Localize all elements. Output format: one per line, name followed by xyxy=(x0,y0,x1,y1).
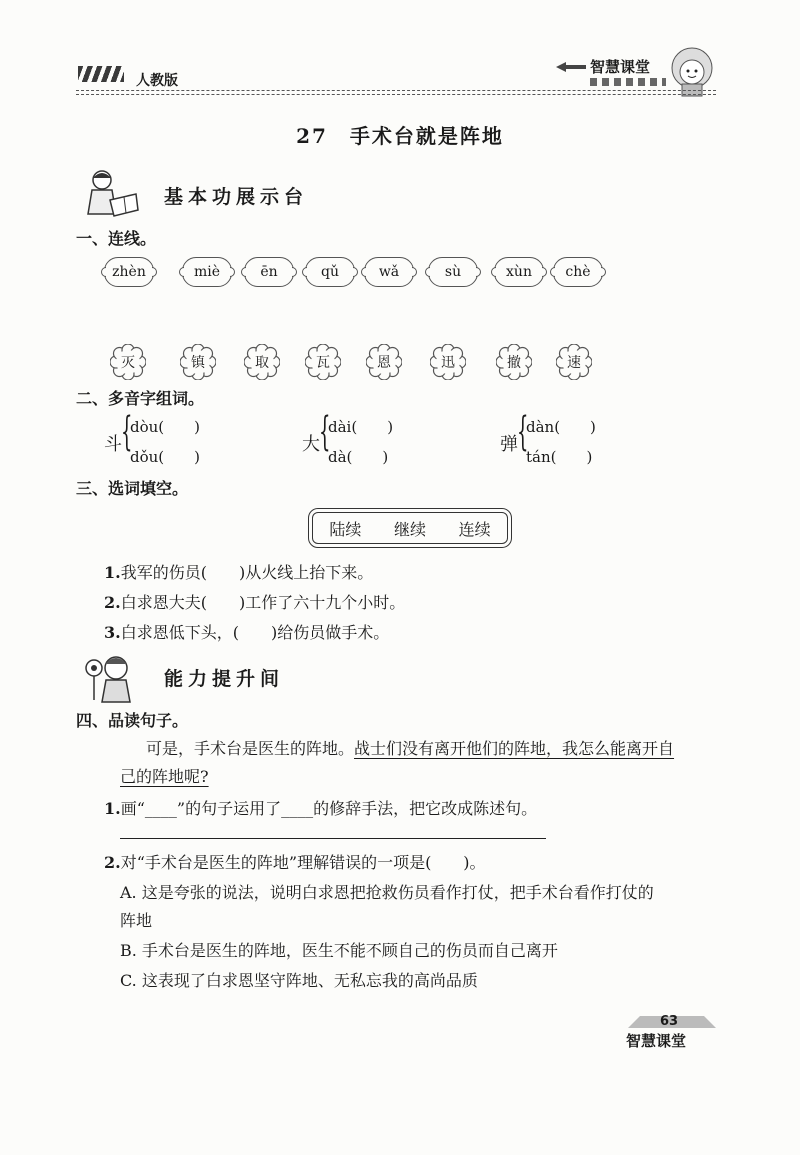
item-text: 白求恩低下头，( )给伤员做手术。 xyxy=(120,623,390,642)
polyphone-reading[interactable]: dà( ) xyxy=(328,448,389,466)
option-a-line2: 阵地 xyxy=(120,911,153,930)
item-text: 画“____”的句子运用了____的修辞手法，把它改成陈述句。 xyxy=(120,799,538,818)
pinyin-option[interactable]: wǎ xyxy=(364,257,414,287)
char-option[interactable] xyxy=(180,344,216,380)
edition-label: 人教版 xyxy=(136,73,178,89)
char-label: 瓦 xyxy=(316,355,330,371)
brace: { xyxy=(319,409,331,455)
char-label: 取 xyxy=(255,355,269,371)
char-label: 灭 xyxy=(121,355,135,371)
q2-heading: 二、多音字组词。 xyxy=(76,389,205,408)
pinyin-option[interactable]: ēn xyxy=(244,257,294,287)
word-option: 继续 xyxy=(393,519,426,539)
q4-item-1 xyxy=(104,796,537,819)
pinyin-option[interactable]: chè xyxy=(553,257,603,287)
student-reading-icon xyxy=(80,166,144,226)
option-c: C. 这表现了白求恩坚守阵地、无私忘我的高尚品质 xyxy=(120,971,478,990)
lesson-title: 27 手术台就是阵地 xyxy=(296,124,504,148)
footer-brand: 智慧课堂 xyxy=(626,1032,687,1050)
polyphone-char: 大 xyxy=(302,434,320,455)
item-number: 2. xyxy=(104,853,121,872)
item-text: 我军的伤员( )从火线上抬下来。 xyxy=(120,563,374,582)
q3-item-3 xyxy=(104,620,389,643)
char-option[interactable] xyxy=(366,344,402,380)
option-a-line1: A. 这是夸张的说法，说明白求恩把抢救伤员看作打仗，把手术台看作打仗的 xyxy=(120,883,654,902)
page-number: 63 xyxy=(660,1014,679,1029)
section-basic-title: 基本功展示台 xyxy=(164,186,309,208)
header-stripes xyxy=(78,66,124,82)
header-squares xyxy=(590,78,666,86)
item-number: 2. xyxy=(104,593,121,612)
char-label: 速 xyxy=(567,355,581,371)
char-label: 镇 xyxy=(191,355,205,371)
q3-item-2 xyxy=(104,590,405,613)
char-option[interactable] xyxy=(430,344,466,380)
header-divider xyxy=(76,90,716,91)
item-text: 对“手术台是医生的阵地”理解错误的一项是( )。 xyxy=(120,853,486,872)
polyphone-reading[interactable]: dòu( ) xyxy=(130,418,200,436)
brace: { xyxy=(121,409,133,455)
char-label: 撤 xyxy=(507,355,521,371)
header-brand: 智慧课堂 xyxy=(590,58,651,76)
item-number: 1. xyxy=(104,563,121,582)
word-bank xyxy=(312,512,508,544)
header-divider-2 xyxy=(76,94,716,95)
char-option[interactable] xyxy=(244,344,280,380)
pinyin-option[interactable]: xùn xyxy=(494,257,544,287)
section-ability-title: 能力提升间 xyxy=(164,668,285,690)
char-option[interactable] xyxy=(556,344,592,380)
char-option[interactable] xyxy=(496,344,532,380)
pinyin-option[interactable]: zhèn xyxy=(104,257,154,287)
polyphone-reading[interactable]: dǒu( ) xyxy=(130,448,200,466)
q4-item-2 xyxy=(104,850,486,873)
brace: { xyxy=(517,409,529,455)
item-number: 3. xyxy=(104,623,121,642)
answer-line[interactable] xyxy=(120,838,546,839)
polyphone-reading[interactable]: dàn( ) xyxy=(526,418,596,436)
polyphone-char: 斗 xyxy=(104,434,122,455)
word-option: 陆续 xyxy=(329,519,362,539)
char-option[interactable] xyxy=(110,344,146,380)
option-b: B. 手术台是医生的阵地，医生不能不顾自己的伤员而自己离开 xyxy=(120,941,558,960)
q1-heading: 一、连线。 xyxy=(76,229,157,248)
q4-passage-line1 xyxy=(146,736,674,759)
polyphone-reading[interactable]: tán( ) xyxy=(526,448,593,466)
q4-passage-line2: 己的阵地呢? xyxy=(120,767,209,786)
char-option[interactable] xyxy=(305,344,341,380)
cartoon-girl-icon xyxy=(664,44,720,100)
char-label: 恩 xyxy=(377,355,391,371)
passage-underlined: 战士们没有离开他们的阵地，我怎么能离开自 xyxy=(354,739,675,758)
q3-item-1 xyxy=(104,560,373,583)
passage-plain: 可是，手术台是医生的阵地。 xyxy=(146,739,355,758)
pinyin-option[interactable]: miè xyxy=(182,257,232,287)
pinyin-option[interactable]: qǔ xyxy=(305,257,355,287)
arrow-left-icon xyxy=(556,62,586,72)
q3-heading: 三、选词填空。 xyxy=(76,479,189,498)
child-flower-icon xyxy=(80,650,144,710)
item-text: 白求恩大夫( )工作了六十九个小时。 xyxy=(120,593,406,612)
item-number: 1. xyxy=(104,799,121,818)
char-label: 迅 xyxy=(441,355,455,371)
polyphone-char: 弹 xyxy=(500,434,518,455)
q4-heading: 四、品读句子。 xyxy=(76,711,189,730)
pinyin-option[interactable]: sù xyxy=(428,257,478,287)
polyphone-reading[interactable]: dài( ) xyxy=(328,418,394,436)
word-option: 连续 xyxy=(458,519,491,539)
